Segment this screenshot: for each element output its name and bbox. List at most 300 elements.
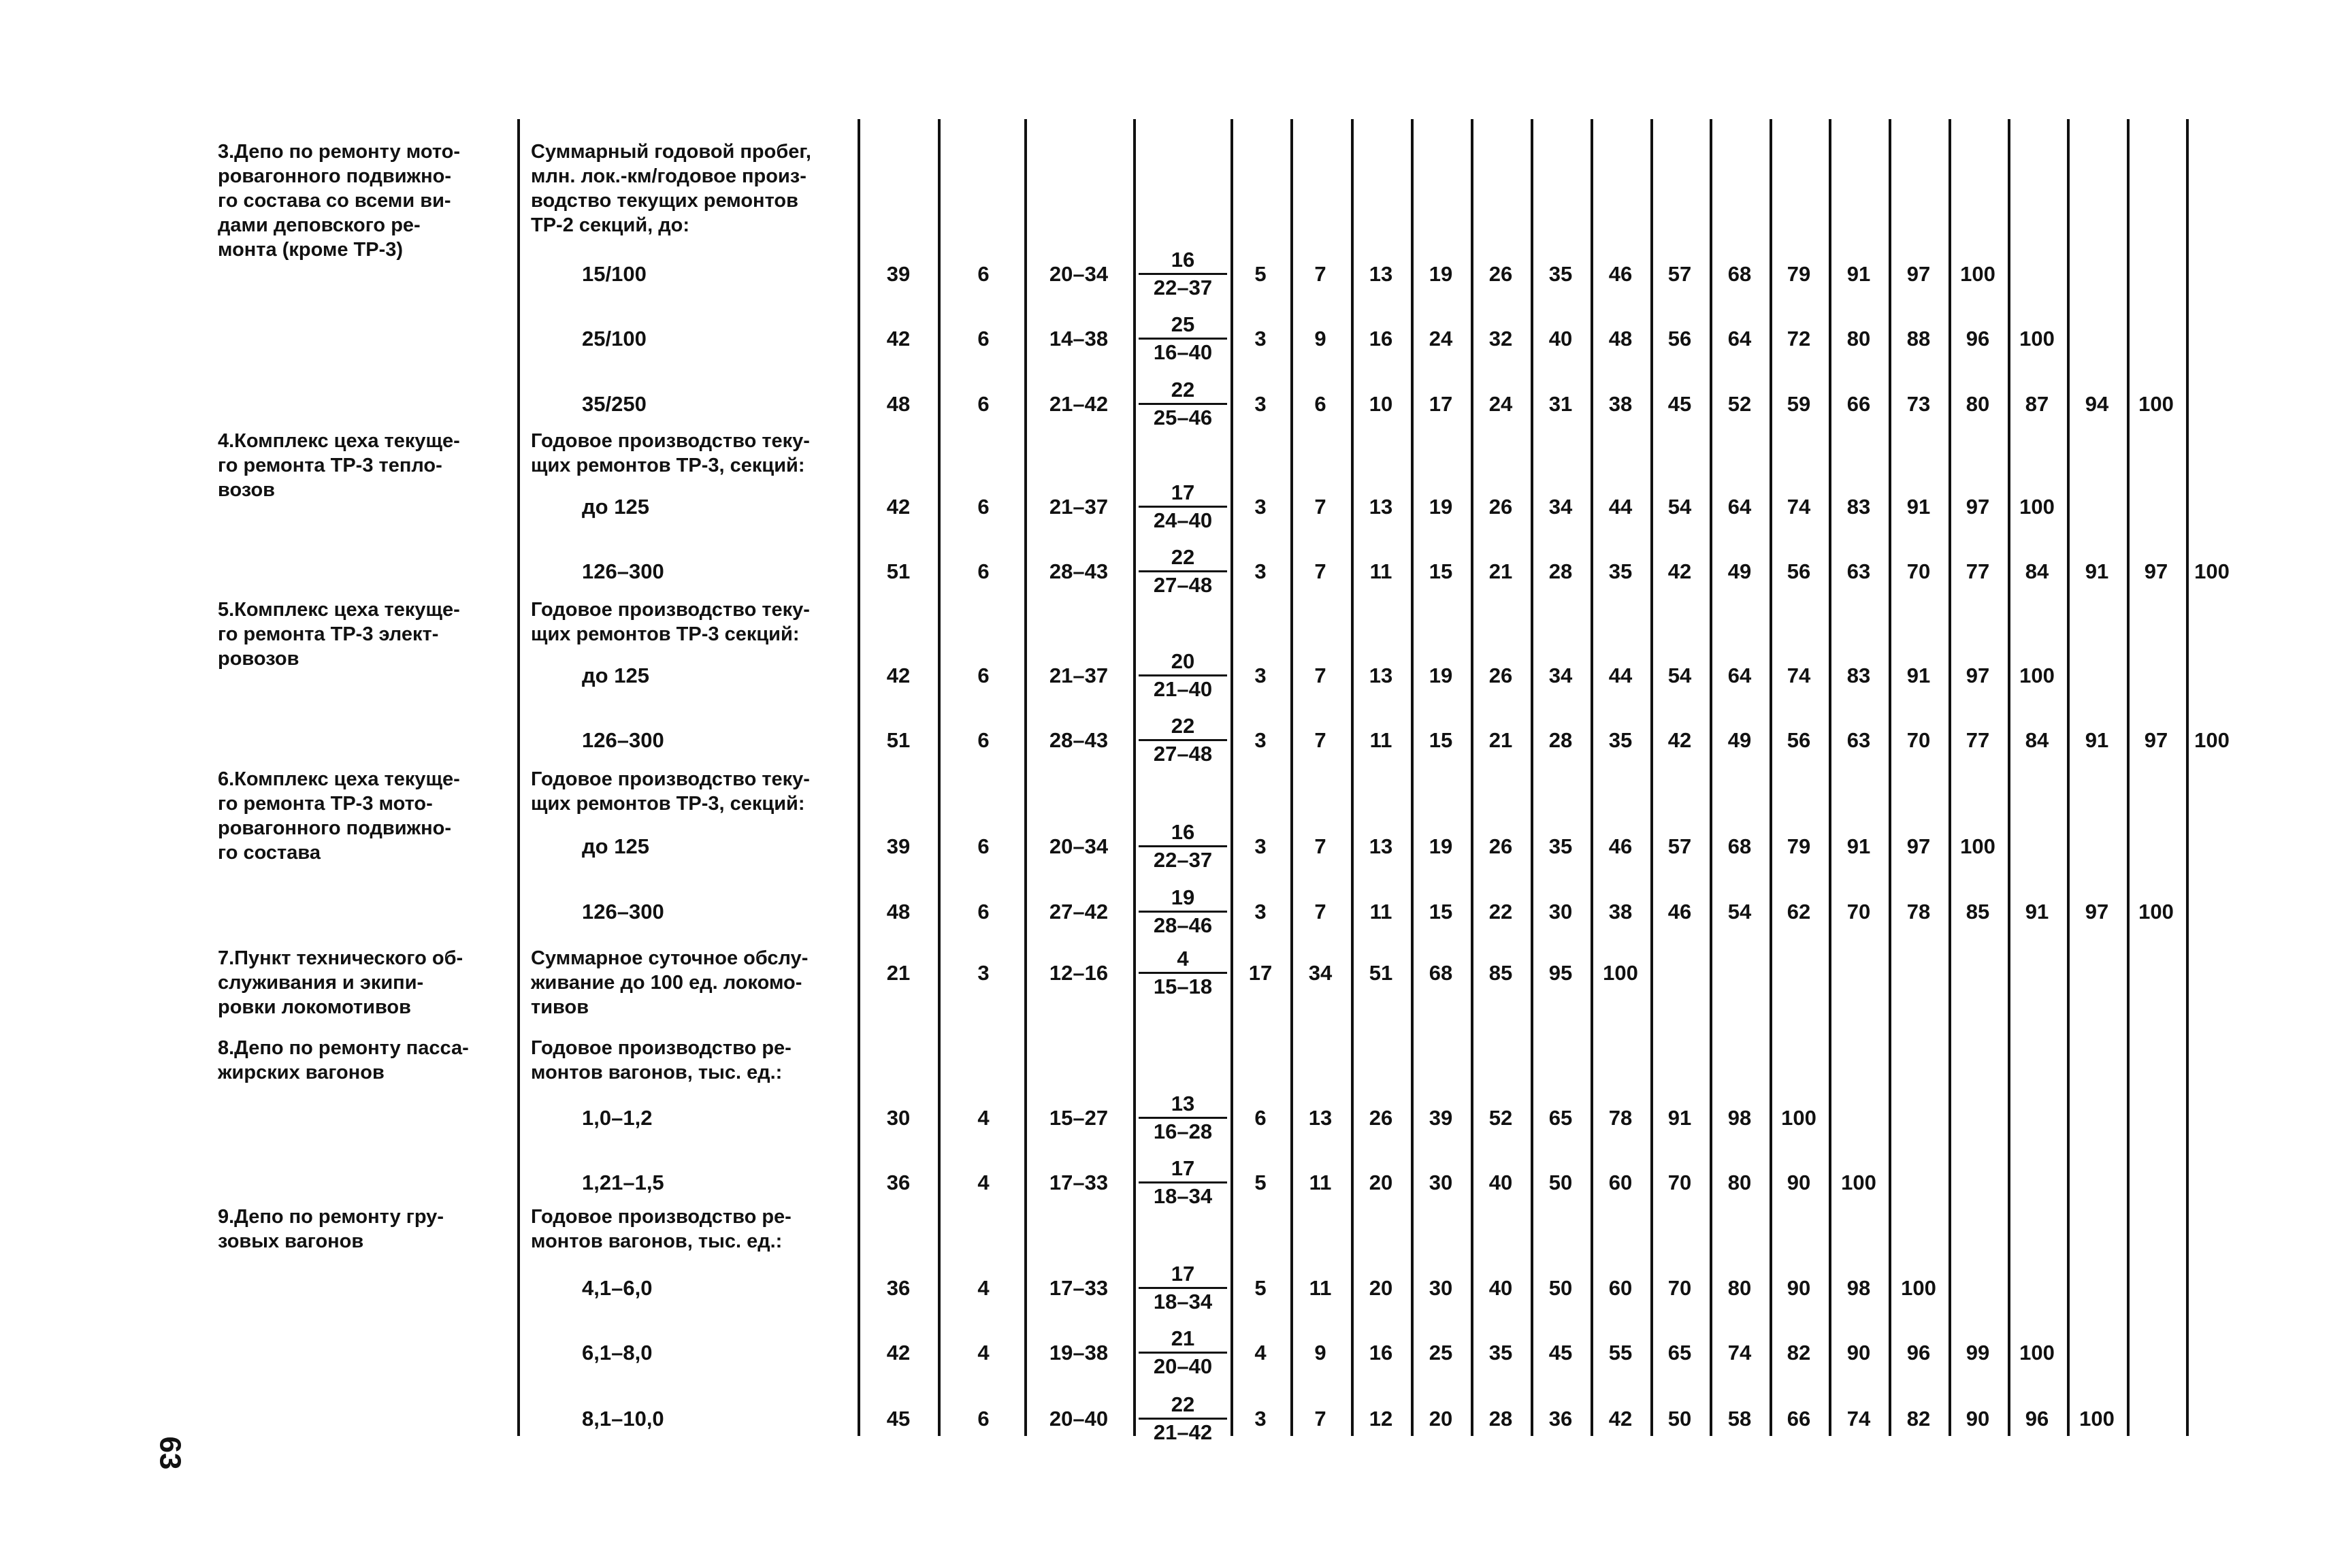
description-line: Суммарное суточное обслу- [531, 947, 809, 969]
description-line: монтов вагонов, тыс. ед.: [531, 1062, 783, 1083]
distribution-cell: 59 [1787, 392, 1811, 416]
distribution-cell: 87 [2025, 392, 2049, 416]
distribution-cell: 97 [1906, 834, 1931, 858]
distribution-cell: 36 [1548, 1407, 1573, 1431]
distribution-cell: 7 [1314, 495, 1326, 519]
distribution-cell: 84 [2025, 728, 2049, 752]
value-cell: 6 [977, 495, 990, 519]
distribution-cell: 60 [1608, 1171, 1633, 1194]
distribution-cell: 52 [1727, 392, 1752, 416]
description-line: Годовое производство теку- [531, 430, 810, 452]
distribution-cell: 7 [1314, 559, 1326, 583]
distribution-cell: 31 [1548, 392, 1573, 416]
category-line: ровагонного подвижно- [218, 165, 451, 187]
fraction-numerator: 22 [1139, 546, 1227, 572]
distribution-cell: 100 [2019, 664, 2055, 687]
distribution-cell: 80 [1966, 392, 1990, 416]
distribution-cell: 98 [1727, 1106, 1752, 1130]
parameter-value: до 125 [582, 834, 649, 858]
distribution-cell: 91 [1906, 664, 1931, 687]
distribution-cell: 25 [1429, 1341, 1453, 1365]
distribution-cell: 56 [1667, 327, 1692, 350]
parameter-value: 25/100 [582, 327, 647, 350]
description-line: монтов вагонов, тыс. ед.: [531, 1230, 783, 1252]
distribution-cell: 22 [1488, 900, 1513, 924]
distribution-cell: 65 [1548, 1106, 1573, 1130]
fraction-cell [1139, 378, 1227, 429]
distribution-cell: 42 [1667, 728, 1692, 752]
distribution-cell: 5 [1254, 262, 1267, 286]
distribution-cell: 26 [1488, 664, 1513, 687]
distribution-cell: 100 [2019, 1341, 2055, 1365]
category-line: 4.Комплекс цеха текуще- [218, 430, 460, 452]
distribution-cell: 82 [1906, 1407, 1931, 1431]
category-label [218, 767, 510, 865]
value-cell: 28–43 [1049, 559, 1109, 583]
distribution-cell: 91 [2025, 900, 2049, 924]
distribution-cell: 56 [1787, 728, 1811, 752]
distribution-cell: 57 [1667, 834, 1692, 858]
distribution-cell: 17 [1248, 961, 1273, 985]
fraction-denominator: 22–37 [1153, 848, 1213, 872]
value-cell: 36 [886, 1171, 911, 1194]
distribution-cell: 46 [1608, 834, 1633, 858]
category-line: жирских вагонов [218, 1062, 385, 1083]
parameter-value: 126–300 [582, 559, 664, 583]
value-cell: 21–42 [1049, 392, 1109, 416]
fraction-numerator: 20 [1139, 650, 1227, 676]
column-rule [1949, 119, 1951, 1436]
distribution-cell: 40 [1488, 1276, 1513, 1300]
distribution-cell: 45 [1667, 392, 1692, 416]
distribution-cell: 72 [1787, 327, 1811, 350]
distribution-cell: 40 [1548, 327, 1573, 350]
distribution-cell: 30 [1429, 1171, 1453, 1194]
fraction-denominator: 16–28 [1153, 1120, 1213, 1143]
distribution-cell: 97 [1966, 495, 1990, 519]
parameter-description [531, 1036, 858, 1085]
distribution-cell: 42 [1667, 559, 1692, 583]
value-cell: 14–38 [1049, 327, 1109, 350]
category-line: 8.Депо по ремонту пасса- [218, 1037, 469, 1059]
distribution-cell: 64 [1727, 327, 1752, 350]
description-line: водство текущих ремонтов [531, 190, 798, 212]
distribution-cell: 96 [1906, 1341, 1931, 1365]
value-cell: 39 [886, 834, 911, 858]
parameter-description [531, 1205, 858, 1254]
distribution-cell: 15 [1429, 900, 1453, 924]
value-cell: 17–33 [1049, 1276, 1109, 1300]
value-cell: 6 [977, 728, 990, 752]
distribution-cell: 82 [1787, 1341, 1811, 1365]
column-rule [1024, 119, 1027, 1436]
distribution-cell: 9 [1314, 327, 1326, 350]
value-cell: 39 [886, 262, 911, 286]
value-cell: 28–43 [1049, 728, 1109, 752]
value-cell: 3 [977, 961, 990, 985]
distribution-cell: 63 [1846, 559, 1871, 583]
distribution-cell: 35 [1548, 262, 1573, 286]
fraction-numerator: 22 [1139, 1393, 1227, 1420]
column-rule [1351, 119, 1354, 1436]
fraction-cell [1139, 821, 1227, 872]
value-cell: 20–34 [1049, 834, 1109, 858]
parameter-value: 6,1–8,0 [582, 1341, 653, 1365]
distribution-cell: 96 [1966, 327, 1990, 350]
distribution-cell: 11 [1369, 728, 1392, 752]
category-label [218, 598, 510, 671]
distribution-cell: 12 [1369, 1407, 1393, 1431]
distribution-cell: 26 [1488, 262, 1513, 286]
distribution-cell: 40 [1488, 1171, 1513, 1194]
distribution-cell: 74 [1727, 1341, 1752, 1365]
description-line: Годовое производство ре- [531, 1206, 792, 1228]
distribution-cell: 68 [1429, 961, 1453, 985]
column-rule [2186, 119, 2189, 1436]
fraction-cell [1139, 546, 1227, 597]
category-line: го ремонта ТР-3 тепло- [218, 455, 442, 476]
category-line: дами деповского ре- [218, 214, 421, 236]
distribution-cell: 34 [1548, 664, 1573, 687]
distribution-cell: 35 [1608, 559, 1633, 583]
value-cell: 45 [886, 1407, 911, 1431]
distribution-cell: 24 [1429, 327, 1453, 350]
distribution-cell: 15 [1429, 728, 1453, 752]
distribution-cell: 11 [1369, 900, 1392, 924]
distribution-cell: 60 [1608, 1276, 1633, 1300]
category-line: 7.Пункт технического об- [218, 947, 463, 969]
value-cell: 20–34 [1049, 262, 1109, 286]
distribution-cell: 91 [1846, 834, 1871, 858]
description-line: Годовое производство теку- [531, 599, 810, 621]
category-line: ровки локомотивов [218, 996, 411, 1018]
distribution-cell: 26 [1488, 495, 1513, 519]
column-rule [1770, 119, 1772, 1436]
column-rule [517, 119, 520, 1436]
distribution-cell: 83 [1846, 495, 1871, 519]
distribution-cell: 10 [1369, 392, 1393, 416]
description-line: млн. лок.-км/годовое произ- [531, 165, 806, 187]
distribution-cell: 90 [1787, 1276, 1811, 1300]
distribution-cell: 100 [1901, 1276, 1936, 1300]
value-cell: 4 [977, 1106, 990, 1130]
distribution-cell: 49 [1727, 728, 1752, 752]
distribution-cell: 35 [1548, 834, 1573, 858]
parameter-value: 1,21–1,5 [582, 1171, 664, 1194]
distribution-cell: 7 [1314, 728, 1326, 752]
distribution-cell: 50 [1667, 1407, 1692, 1431]
page-number: 63 [153, 1436, 187, 1470]
distribution-cell: 54 [1667, 664, 1692, 687]
distribution-cell: 77 [1966, 728, 1990, 752]
distribution-cell: 100 [2019, 495, 2055, 519]
distribution-cell: 45 [1548, 1341, 1573, 1365]
distribution-cell: 11 [1369, 559, 1392, 583]
distribution-cell: 26 [1488, 834, 1513, 858]
category-line: го ремонта ТР-3 мото- [218, 793, 433, 815]
category-line: 5.Комплекс цеха текуще- [218, 599, 460, 621]
column-rule [2127, 119, 2130, 1436]
column-rule [1531, 119, 1533, 1436]
distribution-cell: 44 [1608, 664, 1633, 687]
distribution-cell: 88 [1906, 327, 1931, 350]
distribution-cell: 94 [2085, 392, 2109, 416]
distribution-cell: 15 [1429, 559, 1453, 583]
parameter-value: 35/250 [582, 392, 647, 416]
distribution-cell: 7 [1314, 834, 1326, 858]
description-line: ТР-2 секций, до: [531, 214, 690, 236]
fraction-numerator: 13 [1139, 1092, 1227, 1119]
fraction-numerator: 22 [1139, 715, 1227, 741]
distribution-cell: 80 [1727, 1276, 1752, 1300]
distribution-cell: 11 [1309, 1276, 1332, 1300]
parameter-value: 126–300 [582, 900, 664, 924]
value-cell: 12–16 [1049, 961, 1109, 985]
distribution-cell: 3 [1254, 559, 1267, 583]
value-cell: 21–37 [1049, 495, 1109, 519]
distribution-cell: 38 [1608, 900, 1633, 924]
fraction-cell [1139, 1327, 1227, 1378]
parameter-value: до 125 [582, 495, 649, 519]
parameter-description [531, 946, 858, 1019]
distribution-cell: 100 [1781, 1106, 1816, 1130]
fraction-cell [1139, 1262, 1227, 1313]
distribution-cell: 100 [2138, 900, 2174, 924]
description-line: Годовое производство ре- [531, 1037, 792, 1059]
fraction-denominator: 25–46 [1153, 406, 1213, 429]
distribution-cell: 90 [1966, 1407, 1990, 1431]
category-label [218, 429, 510, 502]
distribution-cell: 55 [1608, 1341, 1633, 1365]
fraction-denominator: 27–48 [1153, 742, 1213, 766]
distribution-cell: 79 [1787, 834, 1811, 858]
description-line: щих ремонтов ТР-3 секций: [531, 623, 800, 645]
distribution-cell: 100 [2079, 1407, 2115, 1431]
distribution-cell: 91 [1846, 262, 1871, 286]
fraction-numerator: 17 [1139, 1157, 1227, 1183]
value-cell: 48 [886, 392, 911, 416]
distribution-cell: 13 [1369, 262, 1393, 286]
distribution-cell: 21 [1488, 559, 1513, 583]
distribution-cell: 74 [1787, 495, 1811, 519]
value-cell: 51 [886, 559, 911, 583]
fraction-cell [1139, 1092, 1227, 1143]
column-rule [1290, 119, 1293, 1436]
value-cell: 6 [977, 262, 990, 286]
distribution-cell: 6 [1254, 1106, 1267, 1130]
fraction-cell [1139, 947, 1227, 998]
distribution-cell: 7 [1314, 262, 1326, 286]
column-rule [2008, 119, 2010, 1436]
value-cell: 51 [886, 728, 911, 752]
category-line: ровозов [218, 648, 299, 670]
fraction-cell [1139, 481, 1227, 532]
column-rule [1710, 119, 1712, 1436]
distribution-cell: 85 [1488, 961, 1513, 985]
value-cell: 6 [977, 1407, 990, 1431]
description-line: Суммарный годовой пробег, [531, 141, 811, 163]
distribution-cell: 80 [1846, 327, 1871, 350]
parameter-description [531, 140, 858, 238]
distribution-cell: 30 [1548, 900, 1573, 924]
fraction-denominator: 21–42 [1153, 1420, 1213, 1444]
parameter-description [531, 429, 858, 478]
distribution-cell: 90 [1787, 1171, 1811, 1194]
category-line: ровагонного подвижно- [218, 817, 451, 839]
distribution-cell: 34 [1308, 961, 1333, 985]
distribution-cell: 91 [1906, 495, 1931, 519]
distribution-cell: 97 [1966, 664, 1990, 687]
distribution-cell: 39 [1429, 1106, 1453, 1130]
distribution-cell: 28 [1488, 1407, 1513, 1431]
category-line: служивания и экипи- [218, 972, 424, 994]
fraction-cell [1139, 313, 1227, 364]
fraction-cell [1139, 715, 1227, 766]
distribution-cell: 78 [1608, 1106, 1633, 1130]
distribution-cell: 52 [1488, 1106, 1513, 1130]
fraction-numerator: 4 [1139, 947, 1227, 974]
category-line: го состава со всеми ви- [218, 190, 451, 212]
distribution-cell: 91 [2085, 559, 2109, 583]
distribution-cell: 79 [1787, 262, 1811, 286]
distribution-cell: 64 [1727, 664, 1752, 687]
distribution-cell: 19 [1429, 262, 1453, 286]
category-line: го ремонта ТР-3 элект- [218, 623, 439, 645]
distribution-cell: 35 [1488, 1341, 1513, 1365]
distribution-cell: 5 [1254, 1171, 1267, 1194]
distribution-cell: 49 [1727, 559, 1752, 583]
value-cell: 4 [977, 1276, 990, 1300]
value-cell: 6 [977, 664, 990, 687]
distribution-cell: 32 [1488, 327, 1513, 350]
column-rule [1133, 119, 1136, 1436]
value-cell: 6 [977, 834, 990, 858]
distribution-cell: 46 [1608, 262, 1633, 286]
distribution-cell: 20 [1369, 1171, 1393, 1194]
column-rule [2067, 119, 2070, 1436]
column-rule [1230, 119, 1233, 1436]
fraction-denominator: 28–46 [1153, 913, 1213, 937]
category-line: зовых вагонов [218, 1230, 364, 1252]
fraction-cell [1139, 248, 1227, 299]
distribution-cell: 3 [1254, 900, 1267, 924]
distribution-cell: 54 [1667, 495, 1692, 519]
value-cell: 27–42 [1049, 900, 1109, 924]
parameter-value: 1,0–1,2 [582, 1106, 653, 1130]
fraction-denominator: 27–48 [1153, 573, 1213, 597]
description-line: тивов [531, 996, 589, 1018]
category-line: 6.Комплекс цеха текуще- [218, 768, 460, 790]
distribution-cell: 99 [1966, 1341, 1990, 1365]
distribution-cell: 7 [1314, 900, 1326, 924]
column-rule [1411, 119, 1414, 1436]
distribution-cell: 96 [2025, 1407, 2049, 1431]
distribution-cell: 54 [1727, 900, 1752, 924]
distribution-cell: 17 [1429, 392, 1453, 416]
fraction-denominator: 22–37 [1153, 276, 1213, 299]
fraction-denominator: 20–40 [1153, 1354, 1213, 1378]
category-label [218, 1036, 510, 1085]
distribution-cell: 63 [1846, 728, 1871, 752]
distribution-cell: 68 [1727, 834, 1752, 858]
distribution-cell: 70 [1667, 1276, 1692, 1300]
parameter-value: 4,1–6,0 [582, 1276, 653, 1300]
category-line: возов [218, 479, 276, 501]
value-cell: 4 [977, 1171, 990, 1194]
value-cell: 42 [886, 495, 911, 519]
distribution-cell: 68 [1727, 262, 1752, 286]
distribution-cell: 97 [2085, 900, 2109, 924]
value-cell: 6 [977, 392, 990, 416]
fraction-numerator: 16 [1139, 248, 1227, 275]
column-rule [1889, 119, 1891, 1436]
fraction-numerator: 21 [1139, 1327, 1227, 1354]
distribution-cell: 34 [1548, 495, 1573, 519]
description-line: щих ремонтов ТР-3, секций: [531, 455, 805, 476]
description-line: живание до 100 ед. локомо- [531, 972, 802, 994]
distribution-cell: 6 [1314, 392, 1326, 416]
fraction-cell [1139, 1157, 1227, 1208]
category-label [218, 946, 510, 1019]
distribution-cell: 3 [1254, 327, 1267, 350]
fraction-denominator: 18–34 [1153, 1184, 1213, 1208]
value-cell: 42 [886, 664, 911, 687]
distribution-cell: 56 [1787, 559, 1811, 583]
fraction-denominator: 21–40 [1153, 677, 1213, 701]
distribution-cell: 83 [1846, 664, 1871, 687]
fraction-cell [1139, 886, 1227, 937]
column-rule [1829, 119, 1831, 1436]
distribution-cell: 16 [1369, 327, 1393, 350]
distribution-cell: 28 [1548, 728, 1573, 752]
distribution-cell: 11 [1309, 1171, 1332, 1194]
distribution-cell: 73 [1906, 392, 1931, 416]
distribution-cell: 100 [1960, 262, 1995, 286]
distribution-cell: 84 [2025, 559, 2049, 583]
category-line: го состава [218, 842, 321, 864]
distribution-cell: 13 [1308, 1106, 1333, 1130]
distribution-cell: 7 [1314, 1407, 1326, 1431]
fraction-denominator: 15–18 [1153, 975, 1213, 998]
distribution-cell: 38 [1608, 392, 1633, 416]
value-cell: 42 [886, 327, 911, 350]
distribution-cell: 100 [1841, 1171, 1876, 1194]
value-cell: 42 [886, 1341, 911, 1365]
distribution-cell: 70 [1846, 900, 1871, 924]
distribution-cell: 28 [1548, 559, 1573, 583]
distribution-cell: 35 [1608, 728, 1633, 752]
value-cell: 17–33 [1049, 1171, 1109, 1194]
distribution-cell: 74 [1846, 1407, 1871, 1431]
distribution-cell: 70 [1667, 1171, 1692, 1194]
distribution-cell: 64 [1727, 495, 1752, 519]
distribution-cell: 5 [1254, 1276, 1267, 1300]
distribution-cell: 51 [1369, 961, 1393, 985]
fraction-numerator: 16 [1139, 821, 1227, 847]
distribution-cell: 78 [1906, 900, 1931, 924]
distribution-cell: 97 [2144, 559, 2168, 583]
distribution-cell: 7 [1314, 664, 1326, 687]
column-rule [1591, 119, 1593, 1436]
distribution-cell: 3 [1254, 392, 1267, 416]
category-line: монта (кроме ТР-3) [218, 239, 404, 261]
distribution-cell: 19 [1429, 495, 1453, 519]
distribution-cell: 95 [1548, 961, 1573, 985]
distribution-cell: 80 [1727, 1171, 1752, 1194]
fraction-numerator: 17 [1139, 481, 1227, 508]
parameter-value: 8,1–10,0 [582, 1407, 664, 1431]
distribution-cell: 21 [1488, 728, 1513, 752]
